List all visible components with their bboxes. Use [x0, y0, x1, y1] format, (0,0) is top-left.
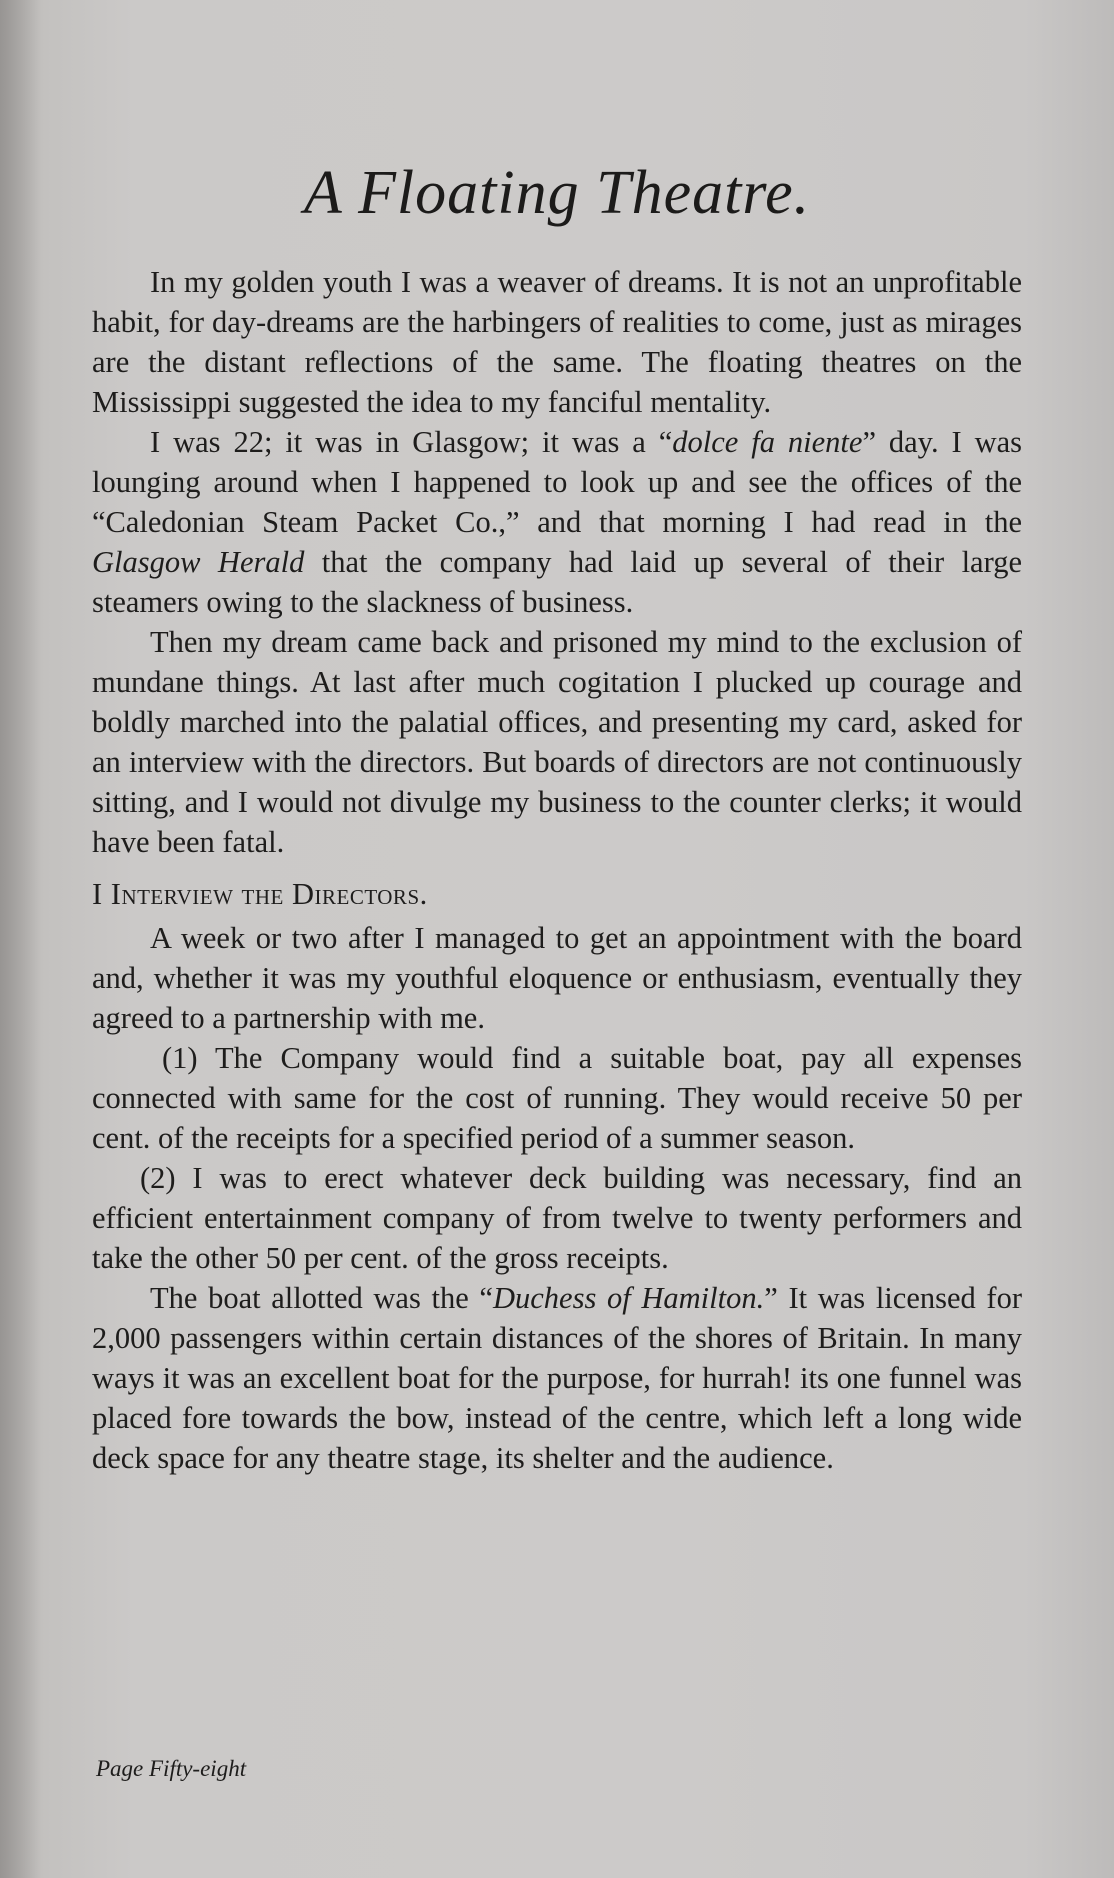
paragraph-text: that the company had laid up several of their large steamers owing to the slackness of business. — [92, 545, 1022, 619]
section-heading: I Interview the Directors. — [92, 877, 428, 911]
paragraph-dream: Then my dream came back and prisoned my mind to the exclusion of mundane things. At last after much cogitation I plucked up courage and boldly marched into the palatial offices, and presenting my card, asked for an interview with the directors. But boards of directors are not continuously sitting, and I would not divulge my business to the counter clerks; it would have been fatal. — [92, 625, 1022, 859]
paragraph-term-1: (1) The Company would find a suitable boat, pay all expenses connected with same for the cost of running. They would receive 50 per cent. of the receipts for a specified period of a summer season. — [92, 1041, 1022, 1155]
paragraph-text: ” It was licensed for 2,000 passengers within certain distances of the shores of Britain. In many ways it was an excellent boat for the purpose, for hurrah! its one funnel was placed fore towards the bow, instead of the centre, which left a long wide deck space for any theatre stage, its shelter and the audience. — [92, 1281, 1022, 1475]
italic-phrase: dolce fa niente — [672, 425, 863, 459]
page-title: A Floating Theatre. — [303, 159, 811, 227]
paragraph-term-2: (2) I was to erect whatever deck building was necessary, find an efficient entertainment company of from twelve to twenty performers and take the other 50 per cent. of the gross receipts. — [92, 1161, 1022, 1275]
page-body — [92, 262, 1022, 1478]
paragraph-appointment: A week or two after I managed to get an appointment with the board and, whether it was my youthful eloquence or enthusiasm, eventually they agreed to a partnership with me. — [92, 921, 1022, 1035]
newspaper-name: Glasgow Herald — [92, 545, 305, 579]
paragraph-golden-youth: In my golden youth I was a weaver of dreams. It is not an unprofitable habit, for day-dreams are the harbingers of realities to come, just as mirages are the distant reflections of the same. The floating theatres on the Mississippi suggested the idea to my fanciful mentality. — [92, 265, 1022, 419]
paragraph-glasgow — [92, 422, 1022, 622]
paragraph-text: ” day. I was lounging around when I happened to look up and see the offices of the “Caledonian Steam Packet Co.,” and that morning I had read in the — [92, 425, 1023, 539]
page-number: Page Fifty-eight — [96, 1756, 247, 1781]
paragraph-boat — [92, 1278, 1022, 1478]
paragraph-text: The boat allotted was the “ — [150, 1281, 493, 1315]
paragraph-text: I was 22; it was in Glasgow; it was a “ — [150, 425, 673, 459]
boat-name: Duchess of Hamilton. — [492, 1281, 765, 1315]
